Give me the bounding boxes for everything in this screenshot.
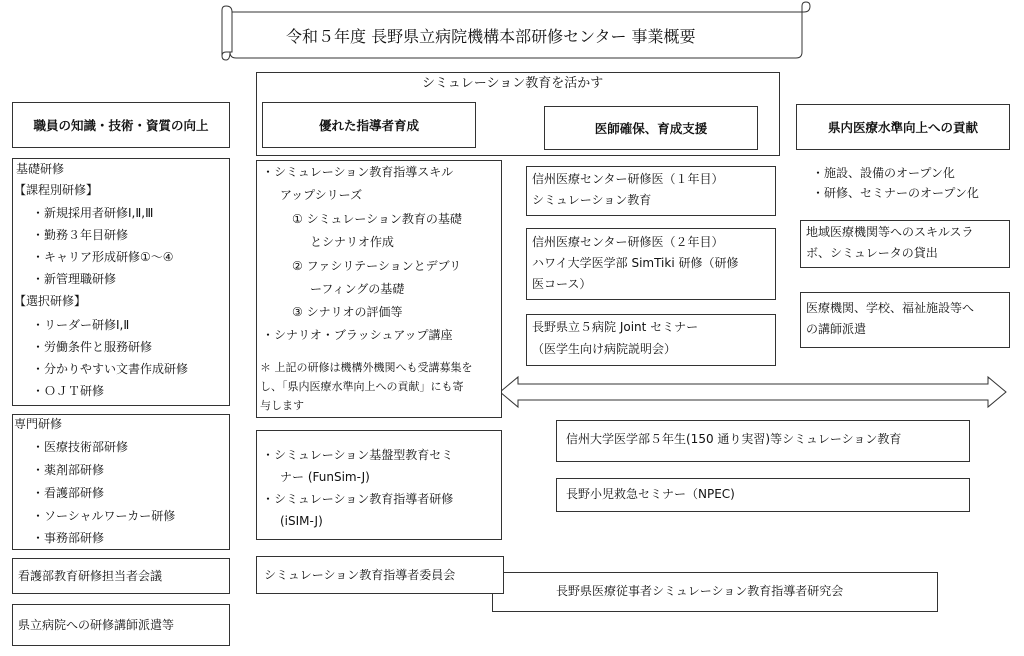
course-heading: 【課程別研修】 (14, 183, 99, 197)
seminar-line: ・シミュレーション教育指導者研修 (262, 492, 454, 506)
instructor-line: アップシリーズ (280, 188, 363, 202)
shinshu-text: 信州大学医学部５年生(150 通り実習)等シミュレーション教育 (566, 432, 902, 446)
instructor-note: し、「県内医療水準向上への貢献」にも寄 (260, 380, 464, 393)
elective-item: ・リーダー研修Ⅰ,Ⅱ (32, 318, 130, 332)
elective-item: ・ＯＪＴ研修 (32, 384, 105, 398)
course-item: ・新管理職研修 (32, 272, 117, 286)
research-group: 長野県医療従事者シミュレーション教育指導者研究会 (556, 584, 844, 598)
elective-item: ・労働条件と服務研修 (32, 340, 153, 354)
contribution-line: ボ、シミュレータの貸出 (806, 246, 938, 260)
specialized-item: ・看護部研修 (32, 486, 105, 500)
doctor-line: ハワイ大学医学部 SimTiki 研修（研修 (532, 256, 739, 270)
contribution-line: 医療機関、学校、福祉施設等へ (806, 301, 975, 315)
doctor-line: 信州医療センター研修医（２年目） (532, 235, 724, 249)
header-doctor-support: 医師確保、育成支援 (544, 106, 758, 150)
seminar-line: ナー (FunSim-J) (280, 470, 370, 484)
seminar-line: ・シミュレーション基盤型教育セミ (262, 448, 454, 462)
specialized-item: ・薬剤部研修 (32, 463, 105, 477)
header-contribution: 県内医療水準向上への貢献 (796, 104, 1010, 150)
simulation-header: シミュレーション教育を活かす (422, 76, 604, 91)
doctor-line: 医コース） (532, 277, 592, 291)
specialized-item: ・事務部研修 (32, 531, 105, 545)
elective-heading: 【選択研修】 (14, 294, 87, 308)
specialized-heading: 専門研修 (14, 417, 63, 431)
instructor-note: ＊ 上記の研修は機構外機関へも受講募集を (260, 361, 473, 374)
instructor-line: ・シナリオ・ブラッシュアップ講座 (262, 328, 453, 342)
contribution-item: ・施設、設備のオープン化 (812, 166, 955, 180)
course-item: ・キャリア形成研修①～④ (32, 250, 174, 264)
header-staff-improvement: 職員の知識・技術・資質の向上 (12, 102, 230, 148)
doctor-line: 信州医療センター研修医（１年目） (532, 172, 724, 186)
dispatch: 県立病院への研修講師派遣等 (18, 618, 175, 632)
double-arrow (500, 377, 1006, 407)
instructor-line: ・シミュレーション教育指導スキル (262, 165, 454, 179)
nursing-meeting: 看護部教育研修担当者会議 (18, 569, 163, 583)
contribution-line: の講師派遣 (806, 322, 867, 336)
basic-training-heading: 基礎研修 (16, 162, 65, 176)
doctor-line: 長野県立５病院 Joint セミナー (532, 320, 699, 334)
instructor-note: 与します (260, 399, 304, 412)
instructor-line: ① シミュレーション教育の基礎 (292, 212, 462, 226)
seminar-line: (iSIM-J) (280, 514, 323, 528)
doctor-line: （医学生向け病院説明会） (532, 342, 677, 356)
npec-text: 長野小児救急セミナー（NPEC) (566, 487, 735, 501)
specialized-item: ・医療技術部研修 (32, 440, 129, 454)
course-item: ・勤務３年目研修 (32, 228, 129, 242)
committee: シミュレーション教育指導者委員会 (264, 568, 456, 582)
header-instructor-training: 優れた指導者育成 (262, 102, 476, 148)
instructor-line: とシナリオ作成 (310, 235, 394, 249)
elective-item: ・分かりやすい文書作成研修 (32, 362, 189, 376)
course-item: ・新規採用者研修Ⅰ,Ⅱ,Ⅲ (32, 206, 154, 220)
instructor-line: ーフィングの基礎 (310, 282, 405, 296)
page-title: 令和５年度 長野県立病院機構本部研修センター 事業概要 (286, 27, 696, 46)
instructor-line: ③ シナリオの評価等 (292, 305, 403, 319)
contribution-item: ・研修、セミナーのオープン化 (812, 186, 979, 200)
instructor-line: ② ファシリテーションとデブリ (292, 259, 462, 273)
doctor-line: シミュレーション教育 (532, 193, 652, 207)
specialized-item: ・ソーシャルワーカー研修 (32, 509, 176, 523)
contribution-line: 地域医療機関等へのスキルスラ (806, 225, 974, 239)
